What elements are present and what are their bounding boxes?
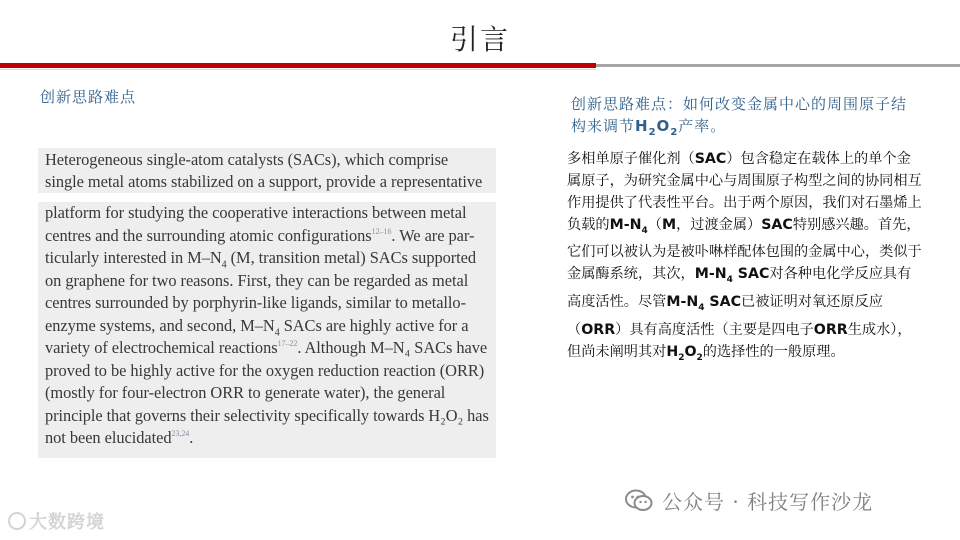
excerpt-line (45, 428, 193, 448)
excerpt-line (45, 383, 445, 403)
h2o2-sub1: 2 (648, 127, 657, 138)
excerpt-line-text: enzyme systems, and second, M–N (45, 316, 275, 335)
zh-bold: M (661, 216, 677, 233)
zh-text: ，过渡金属） (676, 216, 762, 233)
zh-bold: M-N (666, 294, 699, 311)
paper-excerpt-image (38, 148, 496, 458)
right-heading-tail: 产率。 (678, 117, 727, 135)
excerpt-line (45, 361, 484, 381)
zh-bold: ORR (813, 321, 848, 338)
zh-sub: 2 (678, 352, 685, 363)
right-heading (571, 93, 916, 144)
chinese-translation (567, 149, 922, 369)
excerpt-line-tail: . We are par- (391, 226, 475, 245)
excerpt-line-tail: SACs are highly active for a (279, 316, 469, 335)
zh-bold: SAC (704, 294, 742, 311)
zh-text: 已被证明对氧还原反应（ (567, 294, 883, 338)
zh-text: 生成水），但尚未阐明其对 (567, 321, 912, 360)
zh-bold: SAC (761, 216, 793, 233)
zh-text: ）具有高度活性（主要是四电子 (615, 321, 814, 338)
subscript: 4 (221, 259, 227, 271)
zh-bold: M-N (694, 266, 727, 283)
excerpt-line-text: proved to be highly active for the oxygen reduction reaction (ORR) (45, 361, 485, 380)
h2o2-h: H (635, 117, 649, 135)
excerpt-line (45, 293, 466, 313)
excerpt-line (45, 271, 468, 291)
excerpt-divider (38, 193, 496, 202)
excerpt-line-text: Heterogeneous single-atom catalysts (SACs), which comprise (45, 150, 449, 169)
excerpt-line-text: (mostly for four-electron ORR to generate water), the general (45, 383, 446, 402)
watermark-bottom-left (8, 508, 105, 534)
citation-ref: 23,24 (171, 429, 190, 438)
excerpt-line (45, 248, 476, 270)
excerpt-line-text: ticularly interested in M–N (45, 248, 222, 267)
h2o2-o: O (656, 117, 671, 135)
excerpt-line-tail: (M, transition metal) SACs supported (226, 248, 477, 267)
excerpt-line-text: principle that governs their selectivity specifically towards H₂O₂ has (45, 406, 489, 425)
excerpt-line (45, 203, 466, 223)
zh-text: 对各种电化学反应具有高度活性。尽管 (567, 266, 912, 311)
watermark-bottom-right (624, 486, 873, 515)
excerpt-line (45, 338, 487, 358)
excerpt-line-text: on graphene for two reasons. First, they can be regarded as metal (45, 271, 469, 290)
title-underline-gray (596, 64, 960, 67)
slide-title: 引言 (449, 23, 510, 56)
wechat-icon (624, 488, 654, 514)
excerpt-line (45, 226, 474, 246)
title-underline-thin (0, 69, 596, 70)
excerpt-line-text: variety of electrochemical reactions (45, 338, 278, 357)
excerpt-line-text: centres and the surrounding atomic configurations (45, 226, 372, 245)
excerpt-line (45, 172, 482, 192)
zh-sub: 4 (698, 302, 705, 313)
excerpt-line-tail: . (189, 428, 194, 447)
zh-bold: SAC (694, 151, 727, 167)
excerpt-line (45, 150, 448, 170)
excerpt-line (45, 406, 489, 426)
excerpt-line (45, 316, 468, 338)
right-heading-text: 创新思路难点：如何改变金属中心的周围原子结构来调节 (571, 95, 908, 135)
excerpt-line-text: not been elucidated (45, 428, 172, 447)
zh-text: （ (647, 216, 662, 233)
citation-ref: 12–16 (371, 227, 392, 236)
watermark-logo-icon (8, 512, 26, 530)
excerpt-line-text: single metal atoms stabilized on a support, provide a representative (45, 172, 483, 191)
zh-bold: SAC (732, 266, 770, 283)
zh-sub: 4 (641, 225, 648, 236)
zh-text: 多相单原子催化剂（ (567, 151, 695, 167)
excerpt-line-text: centres surrounded by porphyrin-like ligands, similar to metallo- (45, 293, 466, 312)
title-underline-red (0, 63, 596, 68)
citation-ref: 17–22 (277, 339, 298, 348)
watermark-bottom-right-text: 公众号 · 科技写作沙龙 (662, 490, 874, 514)
zh-bold: M-N (609, 216, 642, 233)
left-heading: 创新思路难点 (40, 88, 137, 106)
watermark-bottom-left-text: 大数跨境 (29, 512, 105, 533)
zh-sub: 2 (696, 352, 703, 363)
zh-bold: ORR (581, 321, 616, 338)
zh-text: ）包含稳定在载体上的单个金属原子，为研究金属中心与周围原子构型之间的协同相互作用提供了代表性平台。出于两个原因，我们对石墨烯上负载的 (567, 151, 922, 233)
zh-bold: H (666, 343, 679, 360)
zh-text: 的选择性的一般原理。 (702, 343, 845, 360)
h2o2-sub2: 2 (670, 127, 679, 138)
zh-text: 特别感兴趣。首先，它们可以被认为是被卟啉样配体包围的金属中心，类似于金属酶系统，其次， (567, 216, 922, 283)
subscript: 4 (274, 327, 280, 339)
excerpt-line-tail: . Although M–N₄ SACs have (297, 338, 488, 357)
excerpt-line-text: platform for studying the cooperative interactions between metal (45, 203, 467, 222)
zh-bold: O (684, 343, 697, 360)
zh-sub: 4 (726, 275, 733, 286)
